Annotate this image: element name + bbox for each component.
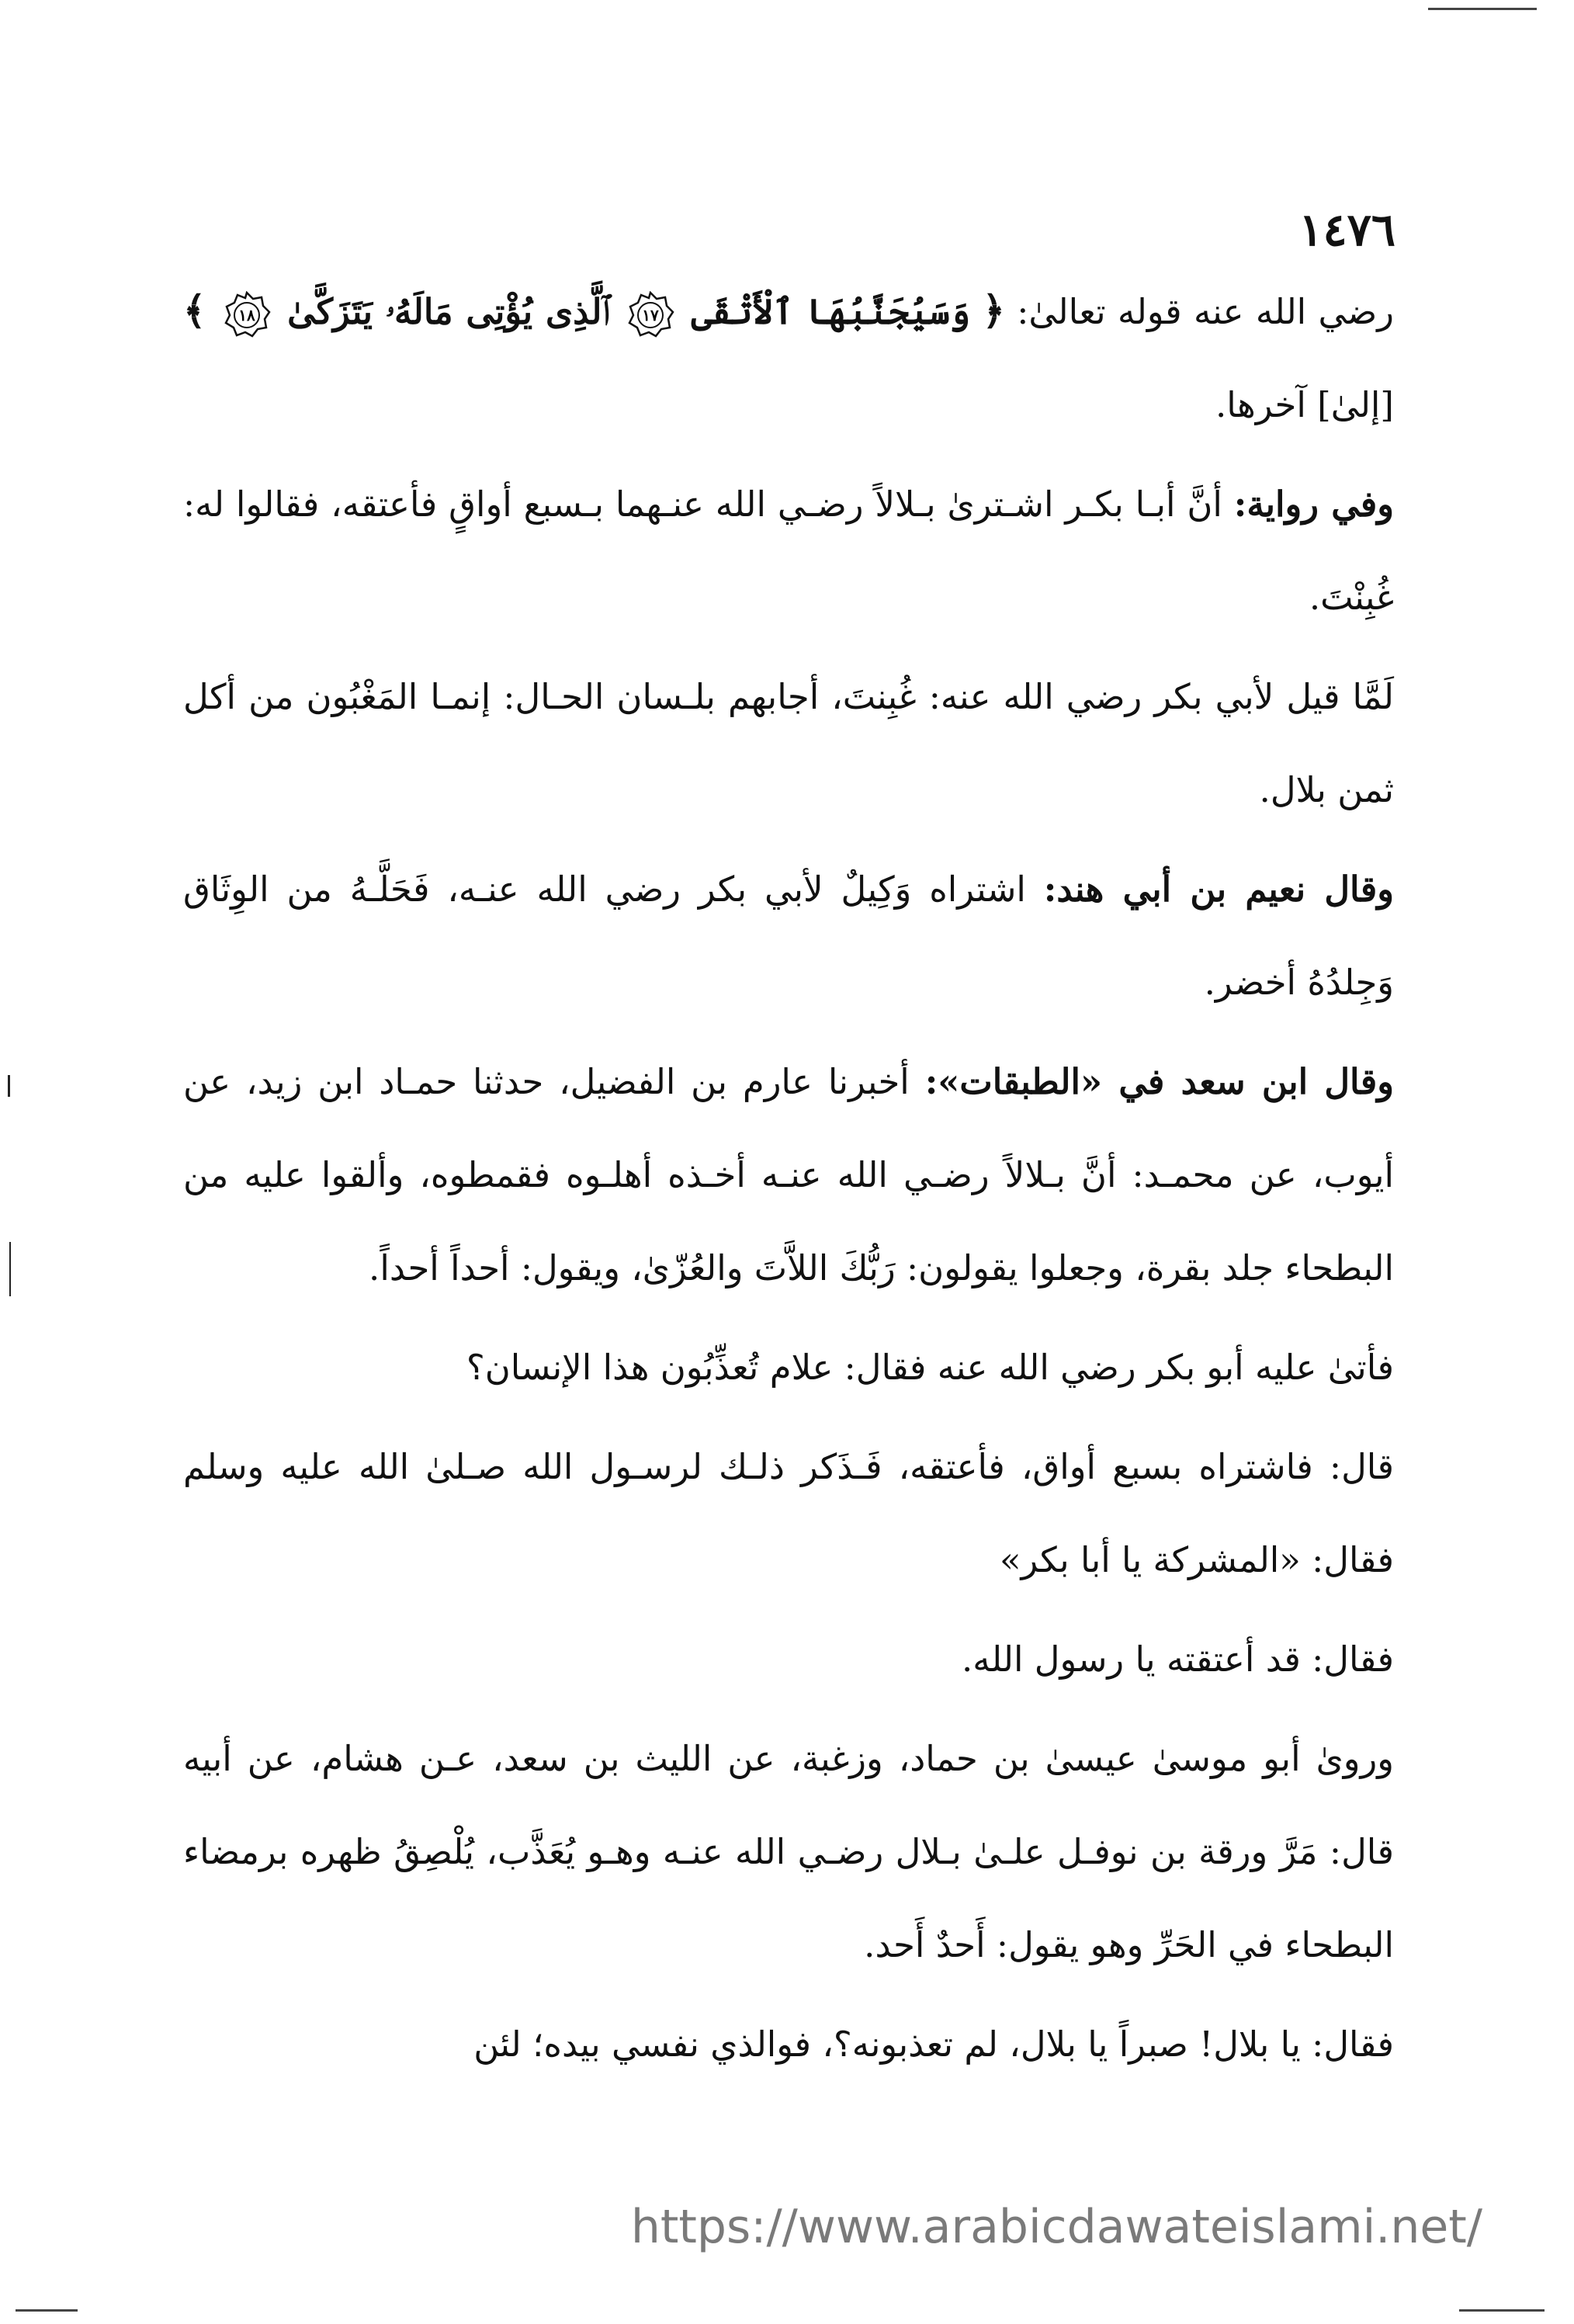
scan-mark	[1459, 2309, 1545, 2312]
ayah-number-1: ١٧	[642, 305, 659, 324]
verse-tail: [إلىٰ] آخرها.	[1215, 384, 1394, 425]
quran-verse-paragraph	[183, 264, 1394, 452]
ayah-marker-icon	[626, 291, 674, 339]
ayah-number-2: ١٨	[237, 305, 255, 324]
paragraph-text: أخبرنا عارم بن الفضيل، حدثنا حمـاد ابن زيد، عن أيوب، عن محمـد: أنَّ بـلالاً رضـي الله عنـه أخـذه أهلـوه فقمطوه، وألقوا عليه من البطحاء جلد بقرة، وجعلوا يقولون: رَبُّكَ اللاَّتَ والعُزّىٰ، ويقول: أحداً أحداً.	[183, 1061, 1394, 1289]
quran-close-bracket: ﴾	[183, 287, 206, 333]
paragraph-text: فأتىٰ عليه أبو بكر رضي الله عنه فقال: علام تُعذِّبُون هذا الإنسان؟	[466, 1347, 1394, 1388]
page-body	[183, 264, 1394, 2097]
paragraph-3	[183, 843, 1394, 1029]
paragraph-1	[183, 458, 1394, 644]
watermark-url: https://www.arabicdawateislami.net/	[630, 2200, 1482, 2254]
quran-open-bracket: ﴿	[982, 287, 1005, 333]
paragraph-8	[183, 1712, 1394, 1992]
paragraph-text: قال: فاشتراه بسبع أواق، فأعتقه، فَـذَكر ذلـك لرسـول الله صـلىٰ الله عليه وسلم فقال: «المشركة يا أبا بكر»	[183, 1446, 1394, 1580]
scan-mark	[8, 1075, 10, 1097]
paragraph-6	[183, 1420, 1394, 1607]
paragraph-speaker: وفي رواية:	[1233, 484, 1394, 525]
paragraph-text: لَمَّا قيل لأبي بكر رضي الله عنه: غُبِنتَ، أجابهم بلـسان الحـال: إنمـا المَغْبُون من أكل ثمن بلال.	[183, 676, 1394, 810]
paragraph-text: فقال: يا بلال! صبراً يا بلال، لم تعذبونه؟، فوالذي نفسي بيده؛ لئن	[473, 2024, 1394, 2065]
paragraph-text: اشتراه وَكِيلٌ لأبي بكر رضي الله عنـه، فَحَلَّـهُ من الوِثَاق وَجِلدُهُ أخضر.	[183, 869, 1394, 1003]
paragraph-text: وروىٰ أبو موسىٰ عيسىٰ بن حماد، وزغبة، عن الليث بن سعد، عـن هشام، عن أبيه قال: مَرَّ ورقة بن نوفـل علـىٰ بـلال رضـي الله عنـه وهـو يُعَذَّب، يُلْصِقُ ظهره برمضاء البطحاء في الحَرِّ وهو يقول: أَحدٌ أَحد.	[183, 1738, 1394, 1965]
paragraph-text: فقال: قد أعتقته يا رسول الله.	[961, 1639, 1394, 1680]
scan-mark	[1428, 8, 1537, 10]
page-number: ١٤٧٦	[1298, 203, 1395, 256]
verse-lead: رضي الله عنه قوله تعالىٰ:	[1017, 291, 1394, 332]
scan-mark	[16, 2309, 78, 2312]
paragraph-speaker: وقال نعيم بن أبي هند:	[1043, 869, 1394, 910]
scan-mark	[9, 1242, 11, 1296]
paragraph-2	[183, 650, 1394, 837]
paragraph-4	[183, 1035, 1394, 1315]
paragraph-7	[183, 1613, 1394, 1706]
paragraph-9	[183, 1998, 1394, 2091]
ayah-marker-icon	[223, 291, 271, 339]
paragraph-text: أنَّ أبـا بكـر اشـترىٰ بـلالاً رضـي الله عنـهما بـسبع أواقٍ فأعتقه، فقالوا له: غُبِنْتَ.	[183, 484, 1394, 618]
verse-part-1: وَسَيُجَنَّبُهَا ٱلْأَتْقَى	[691, 291, 971, 332]
paragraph-speaker: وقال ابن سعد في «الطبقات»:	[924, 1061, 1394, 1102]
verse-part-2: ٱلَّذِى يُؤْتِى مَالَهُۥ يَتَزَكَّىٰ	[287, 291, 610, 332]
paragraph-5	[183, 1321, 1394, 1414]
